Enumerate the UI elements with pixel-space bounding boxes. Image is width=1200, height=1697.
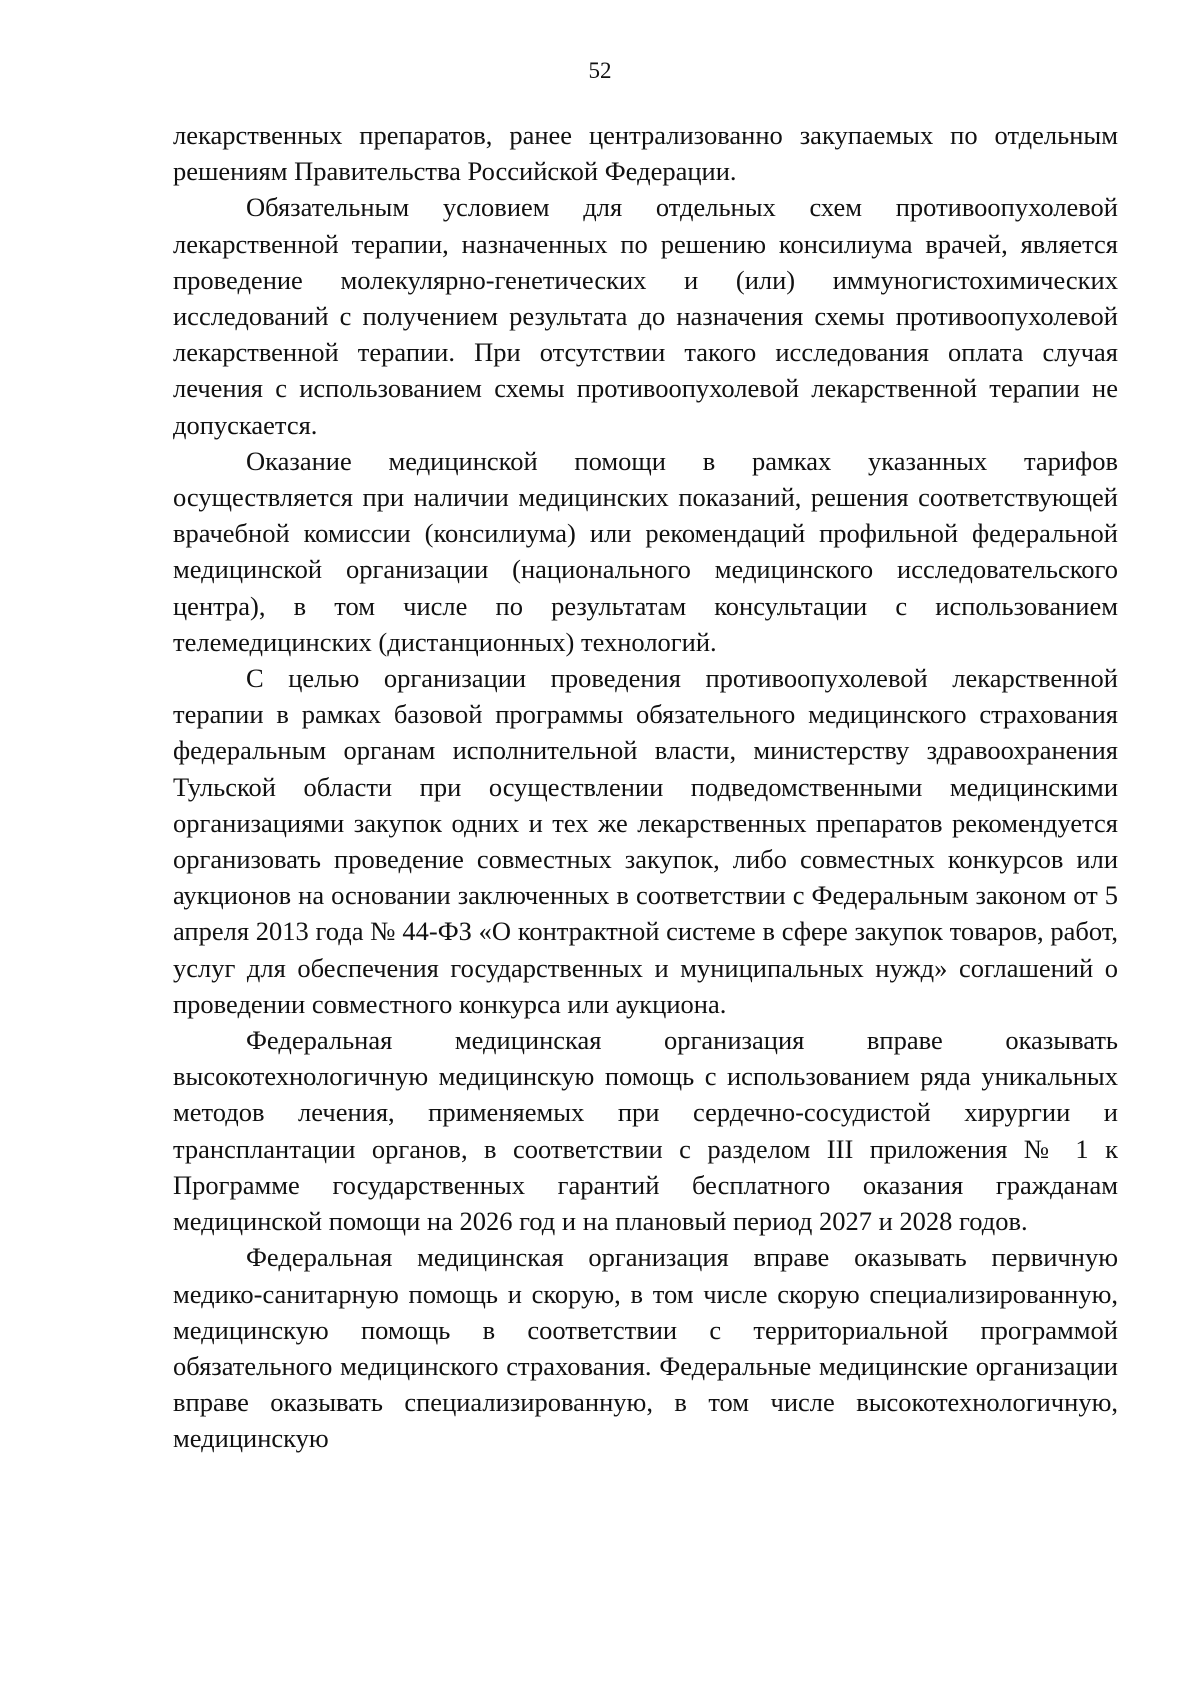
paragraph-continuation: лекарственных препаратов, ранее централизованно закупаемых по отдельным решениям Правительства Российской Федерации. [173, 120, 1118, 187]
paragraph-joint-procurement: С целью организации проведения противоопухолевой лекарственной терапии в рамках базовой программы обязательного медицинского страхования федеральным органам исполнительной власти, министерству здравоохранения Тульской области при осуществлении подведомственными медицинскими организациями закупок одних и тех же лекарственных препаратов рекомендуется организовать проведение совместных закупок, либо совместных конкурсов или аукционов на основании заключенных в соответствии с Федеральным законом от 5 апреля 2013 года № 44-ФЗ «О контрактной системе в сфере закупок товаров, работ, услуг для обеспечения государственных и муниципальных нужд» соглашений о проведении совместного конкурса или аукциона. [173, 663, 1118, 1019]
paragraph-primary-care: Федеральная медицинская организация вправе оказывать первичную медико-санитарную помощь и скорую, в том числе скорую специализированную, медицинскую помощь в соответствии с территориальной программой обязательного медицинского страхования. Федеральные медицинские организации вправе оказывать специализированную, в том числе высокотехнологичную, медицинскую [173, 1242, 1118, 1454]
page-number: 52 [588, 58, 612, 83]
paragraph-molecular-testing: Обязательным условием для отдельных схем противоопухолевой лекарственной терапии, назначенных по решению консилиума врачей, является проведение молекулярно-генетических и (или) иммуногистохимических исследований с получением результата до назначения схемы противоопухолевой лекарственной терапии. При отсутствии такого исследования оплата случая лечения с использованием схемы противоопухолевой лекарственной терапии не допускается. [173, 192, 1118, 440]
paragraph-medical-indications: Оказание медицинской помощи в рамках указанных тарифов осуществляется при наличии медицинских показаний, решения соответствующей врачебной комиссии (консилиума) или рекомендаций профильной федеральной медицинской организации (национального медицинского исследовательского центра), в том числе по результатам консультации с использованием телемедицинских (дистанционных) технологий. [173, 445, 1118, 657]
paragraph-high-tech-care: Федеральная медицинская организация вправе оказывать высокотехнологичную медицинскую помощь с использованием ряда уникальных методов лечения, применяемых при сердечно-сосудистой хирургии и трансплантации органов, в соответствии с разделом III приложения № 1 к Программе государственных гарантий бесплатного оказания гражданам медицинской помощи на 2026 год и на плановый период 2027 и 2028 годов. [173, 1025, 1118, 1237]
document-body [173, 117, 1118, 1457]
